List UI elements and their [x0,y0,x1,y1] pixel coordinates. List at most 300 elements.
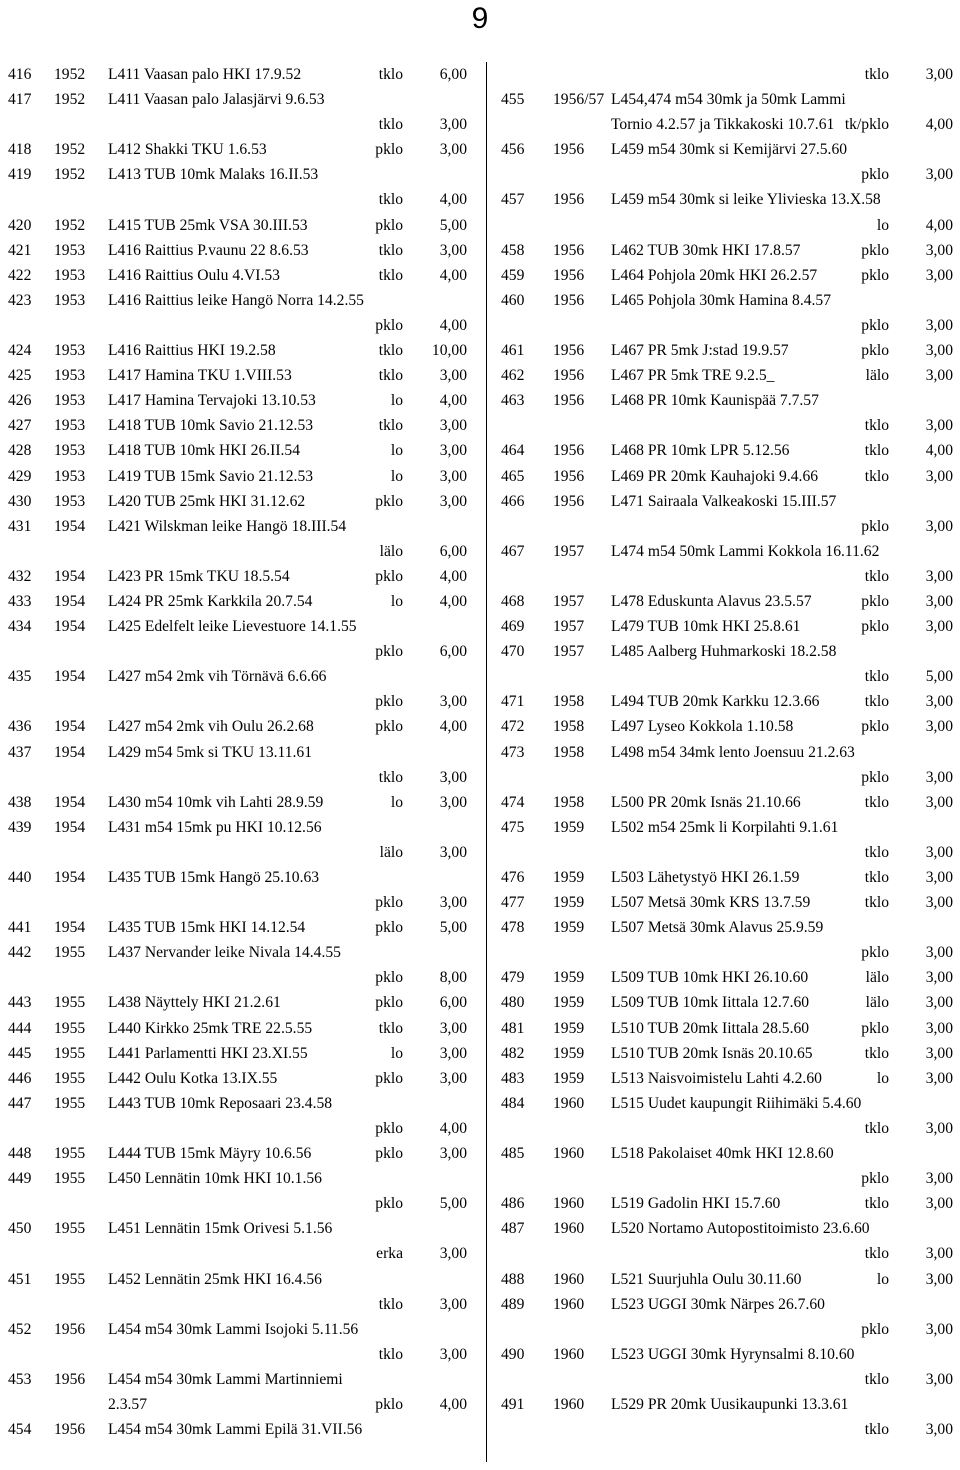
entry-number: 477 [501,894,525,912]
entry-price: 3,00 [925,969,953,987]
entry-description: L417 Hamina Tervajoki 13.10.53 [108,392,316,410]
entry-grade: tklo [864,66,889,83]
entry-description: L510 TUB 20mk Isnäs 20.10.65 [611,1044,813,1062]
catalog-entry [487,965,960,990]
entry-spacer [487,940,835,965]
entry-price: 3,00 [439,693,467,711]
entry-spacer [487,213,835,238]
catalog-entry [487,790,960,815]
entry-year: 1959 [553,919,585,937]
entry-number: 489 [501,1295,525,1313]
catalog-entry [487,87,960,137]
entry-grade: pklo [861,944,889,962]
entry-number: 462 [501,367,525,385]
entry-number: 457 [501,191,525,209]
entry-price: 4,00 [439,718,467,736]
entry-grade: pklo [375,693,403,711]
entry-spacer [0,1241,349,1266]
entry-description: L500 PR 20mk Isnäs 21.10.66 [611,793,801,811]
entry-price: 3,00 [439,1345,467,1363]
entry-number: 452 [8,1320,32,1338]
catalog-entry [0,238,475,263]
entry-year: 1956 [553,392,585,410]
entry-year: 1960 [553,1094,585,1112]
entry-description: L450 Lennätin 10mk HKI 10.1.56 [108,1170,322,1188]
entry-number: 470 [501,643,525,661]
entry-grade: tklo [864,1245,889,1263]
entry-grade: pklo [861,316,889,334]
entry-description: L437 Nervander leike Nivala 14.4.55 [108,944,341,962]
entry-year: 1954 [54,517,86,535]
entry-price: 3,00 [925,1320,953,1338]
entry-number: 466 [501,492,525,510]
catalog-entry [0,790,475,815]
entry-grade: lo [876,1270,889,1288]
entry-price: 3,00 [925,517,953,535]
entry-price: 4,00 [439,392,467,410]
entry-year: 1956 [553,141,585,159]
entry-price: 3,00 [439,467,467,485]
entry-price: 4,00 [439,266,467,284]
entry-year: 1954 [54,592,86,610]
entry-description: L418 TUB 10mk Savio 21.12.53 [108,417,314,435]
entry-grade: lo [876,216,889,234]
entry-price: 6,00 [439,994,467,1012]
entry-year: 1959 [553,869,585,886]
entry-grade: tklo [378,768,403,786]
entry-number: 436 [8,718,32,736]
entry-grade: tklo [864,567,889,585]
entry-grade: tklo [864,668,889,686]
entry-description: L441 Parlamentti HKI 23.XI.55 [108,1044,308,1062]
entry-number: 421 [8,241,32,259]
entry-grade: tklo [864,693,889,711]
entry-price: 3,00 [925,1069,953,1087]
entry-price: 4,00 [439,1119,467,1137]
entry-description: L459 m54 30mk si leike Ylivieska 13.X.58 [611,191,881,209]
entry-number: 456 [501,141,525,159]
entry-year: 1956 [553,191,585,209]
catalog-entry [0,990,475,1015]
catalog-entry [487,714,960,739]
entry-spacer [0,1342,349,1367]
entry-year: 1956 [553,367,585,385]
entry-number: 446 [8,1069,32,1087]
entry-number: 441 [8,919,32,937]
entry-description: L469 PR 20mk Kauhajoki 9.4.66 [611,467,819,485]
entry-grade: lo [390,592,403,610]
entry-price: 3,00 [925,618,953,636]
entry-price: 5,00 [439,919,467,937]
entry-price: 10,00 [431,342,467,360]
entry-description: L485 Aalberg Huhmarkoski 18.2.58 [611,643,837,661]
entry-grade: pklo [861,1320,889,1338]
catalog-entry [0,1367,475,1417]
entry-number: 434 [8,618,32,636]
entry-grade: tklo [864,843,889,861]
entry-price: 3,00 [925,1119,953,1137]
entry-description: L416 Raittius HKI 19.2.58 [108,342,276,360]
entry-spacer [487,162,835,187]
entry-description: L423 PR 15mk TKU 18.5.54 [108,567,290,585]
entry-grade: tklo [378,342,403,360]
entry-number: 480 [501,994,525,1012]
entry-description: L509 TUB 10mk HKI 26.10.60 [611,969,809,987]
entry-price: 3,00 [925,367,953,385]
entry-price: 4,00 [439,1395,467,1413]
entry-number: 471 [501,693,525,711]
catalog-entry [487,1141,960,1191]
entry-number: 416 [8,66,32,83]
entry-number: 465 [501,467,525,485]
entry-grade: pklo [375,1395,403,1413]
entry-number: 464 [501,442,525,460]
entry-price: 3,00 [925,1270,953,1288]
entry-number: 417 [8,91,32,109]
entry-year: 1956 [54,1370,86,1388]
entry-year: 1954 [54,919,86,937]
entry-spacer [487,313,835,338]
catalog-entry [487,263,960,288]
entry-year: 1952 [54,141,86,159]
entry-grade: tklo [378,367,403,385]
entry-number: 454 [8,1421,32,1439]
entry-price: 3,00 [925,994,953,1012]
entry-year: 1952 [54,66,86,83]
entry-grade: tklo [378,266,403,284]
entry-description: L415 TUB 25mk VSA 30.III.53 [108,216,308,234]
entry-year: 1958 [553,718,585,736]
entry-spacer [0,539,349,564]
entry-year: 1960 [553,1295,585,1313]
entry-grade: tklo [378,191,403,209]
entry-description: L459 m54 30mk si Kemijärvi 27.5.60 [611,141,848,159]
entry-grade: pklo [375,316,403,334]
entry-number: 437 [8,743,32,761]
entry-year: 1955 [54,994,86,1012]
entry-price: 3,00 [925,592,953,610]
entry-price: 3,00 [439,1044,467,1062]
catalog-entry [487,1342,960,1392]
entry-description: L416 Raittius leike Hangö Norra 14.2.55 [108,291,364,309]
entry-number: 442 [8,944,32,962]
entry-year: 1957 [553,618,585,636]
entry-grade: erka [376,1245,403,1263]
entry-description: L435 TUB 15mk HKI 14.12.54 [108,919,306,937]
entry-description: L444 TUB 15mk Mäyry 10.6.56 [108,1145,312,1163]
entry-number: 469 [501,618,525,636]
entry-price: 6,00 [439,643,467,661]
entry-grade: lo [390,793,403,811]
catalog-entry [487,740,960,790]
entry-grade: tklo [864,1370,889,1388]
entry-description: L418 TUB 10mk HKI 26.II.54 [108,442,301,460]
catalog-entry [0,1166,475,1216]
entry-description: L438 Näyttely HKI 21.2.61 [108,994,281,1012]
entry-description-continued: 2.3.57 [108,1395,147,1413]
catalog-entry [487,539,960,589]
entry-description: L421 Wilskman leike Hangö 18.III.54 [108,517,347,535]
entry-grade: pklo [861,618,889,636]
entry-number: 433 [8,592,32,610]
entry-price: 4,00 [925,216,953,234]
entry-grade: pklo [375,1069,403,1087]
catalog-entry [0,564,475,589]
entry-grade: lälo [865,969,889,987]
entry-grade: lälo [379,843,403,861]
entry-description: L474 m54 50mk Lammi Kokkola 16.11.62 [611,542,880,560]
entry-price: 3,00 [925,1245,953,1263]
catalog-entry [0,1317,475,1367]
catalog-entry [487,137,960,187]
entry-year: 1954 [54,618,86,636]
entry-year: 1956 [553,467,585,485]
entry-description: L412 Shakki TKU 1.6.53 [108,141,267,159]
catalog-entry [0,614,475,664]
entry-description: L435 TUB 15mk Hangö 25.10.63 [108,869,320,886]
entry-number: 451 [8,1270,32,1288]
entry-price: 3,00 [925,567,953,585]
entry-year: 1958 [553,793,585,811]
entry-grade: tklo [864,1119,889,1137]
entry-grade: tklo [378,1019,403,1037]
catalog-entry [0,263,475,288]
entry-price: 3,00 [439,492,467,510]
catalog-entry [0,815,475,865]
entry-price: 3,00 [925,869,953,886]
entry-description: L515 Uudet kaupungit Riihimäki 5.4.60 [611,1094,862,1112]
catalog-entry [0,162,475,212]
entry-year: 1959 [553,1019,585,1037]
entry-grade: lälo [865,994,889,1012]
entry-grade: lo [390,442,403,460]
entry-number: 444 [8,1019,32,1037]
entry-year: 1957 [553,643,585,661]
entry-spacer [487,1367,835,1392]
entry-description: L442 Oulu Kotka 13.IX.55 [108,1069,278,1087]
entry-price: 3,00 [925,342,953,360]
catalog-entry [487,915,960,965]
entry-year: 1956 [553,442,585,460]
entry-description: L519 Gadolin HKI 15.7.60 [611,1195,781,1213]
entry-year: 1955 [54,944,86,962]
entry-description: L440 Kirkko 25mk TRE 22.5.55 [108,1019,313,1037]
entry-number: 426 [8,392,32,410]
entry-grade: tklo [378,66,403,83]
entry-grade: lo [390,392,403,410]
entry-price: 3,00 [439,768,467,786]
entry-price: 4,00 [439,567,467,585]
entry-description: L510 TUB 20mk Iittala 28.5.60 [611,1019,810,1037]
entry-number: 486 [501,1195,525,1213]
entry-price: 3,00 [439,1019,467,1037]
catalog-entry [487,1191,960,1216]
entry-year: 1955 [54,1220,86,1238]
catalog-entry [0,363,475,388]
entry-number: 472 [501,718,525,736]
entry-price: 4,00 [925,442,953,460]
entry-description: L411 Vaasan palo Jalasjärvi 9.6.53 [108,91,325,109]
entry-year: 1954 [54,718,86,736]
entry-price: 3,00 [925,843,953,861]
entry-grade: pklo [861,592,889,610]
entry-year: 1960 [553,1195,585,1213]
entry-number: 461 [501,342,525,360]
catalog-entry [0,413,475,438]
entry-description: L468 PR 10mk LPR 5.12.56 [611,442,790,460]
entry-continuation [487,62,960,87]
catalog-entry [487,589,960,614]
catalog-entry [0,1041,475,1066]
entry-grade: pklo [375,969,403,987]
entry-number: 423 [8,291,32,309]
entry-price: 3,00 [439,442,467,460]
entry-description: L464 Pohjola 20mk HKI 26.2.57 [611,266,818,284]
catalog-entry [0,514,475,564]
entry-price: 3,00 [439,1145,467,1163]
catalog-entry [0,388,475,413]
entry-number: 432 [8,567,32,585]
entry-price: 3,00 [925,467,953,485]
entry-year: 1960 [553,1395,585,1413]
entry-year: 1959 [553,818,585,836]
entry-number: 483 [501,1069,525,1087]
entry-number: 474 [501,793,525,811]
catalog-entry [487,614,960,639]
entry-price: 3,00 [925,266,953,284]
entry-description: L462 TUB 30mk HKI 17.8.57 [611,241,801,259]
entry-description: L494 TUB 20mk Karkku 12.3.66 [611,693,820,711]
entry-description: L479 TUB 10mk HKI 25.8.61 [611,618,801,636]
entry-description: L465 Pohjola 30mk Hamina 8.4.57 [611,291,832,309]
entry-grade: pklo [375,1195,403,1213]
entry-price: 4,00 [439,316,467,334]
entry-year: 1953 [54,342,86,360]
entry-grade: pklo [861,1170,889,1188]
entry-number: 422 [8,266,32,284]
entry-description: L429 m54 5mk si TKU 13.11.61 [108,743,313,761]
entry-grade: pklo [375,1119,403,1137]
right-column [486,62,960,1462]
catalog-entry [0,1216,475,1266]
catalog-entry [0,438,475,463]
entry-grade: pklo [861,266,889,284]
entry-price: 4,00 [439,191,467,209]
entry-price: 3,00 [925,66,953,83]
entry-number: 424 [8,342,32,360]
entry-grade: tklo [864,894,889,912]
entry-spacer [487,765,835,790]
entry-year: 1953 [54,492,86,510]
entry-description: L509 TUB 10mk Iittala 12.7.60 [611,994,810,1012]
entry-price: 6,00 [439,66,467,83]
entry-grade: lo [390,467,403,485]
entry-number: 481 [501,1019,525,1037]
catalog-entry [0,1016,475,1041]
catalog-entry [487,388,960,438]
catalog-entry [487,1267,960,1292]
entry-description: L468 PR 10mk Kaunispää 7.7.57 [611,392,819,410]
entry-number: 435 [8,668,32,686]
entry-year: 1959 [553,994,585,1012]
catalog-entry [487,890,960,915]
entry-price: 8,00 [439,969,467,987]
entry-year: 1953 [54,241,86,259]
catalog-entry [0,87,475,137]
entry-number: 482 [501,1044,525,1062]
entry-number: 487 [501,1220,525,1238]
entry-description: L454 m54 30mk Lammi Isojoki 5.11.56 [108,1320,359,1338]
catalog-entry [487,1066,960,1091]
entry-description: L416 Raittius P.vaunu 22 8.6.53 [108,241,309,259]
entry-spacer [0,689,349,714]
catalog-entry [0,664,475,714]
entry-description: L452 Lennätin 25mk HKI 16.4.56 [108,1270,322,1288]
entry-price: 3,00 [439,417,467,435]
catalog-entry [0,62,475,87]
entry-spacer [0,1116,349,1141]
entry-year: 1953 [54,367,86,385]
entry-year: 1958 [553,693,585,711]
entry-description: L503 Lähetystyö HKI 26.1.59 [611,869,800,886]
entry-description: L424 PR 25mk Karkkila 20.7.54 [108,592,313,610]
entry-number: 430 [8,492,32,510]
entry-grade: tklo [864,869,889,886]
entry-grade: pklo [375,919,403,937]
entry-spacer [487,664,835,689]
entry-price: 3,00 [439,141,467,159]
catalog-entry [0,714,475,739]
entry-grade: pklo [861,241,889,259]
entry-description: L507 Metsä 30mk KRS 13.7.59 [611,894,811,912]
entry-price: 3,00 [925,1195,953,1213]
entry-description: L529 PR 20mk Uusikaupunki 13.3.61 [611,1395,849,1413]
entry-year: 1959 [553,1044,585,1062]
entry-number: 484 [501,1094,525,1112]
entry-grade: pklo [861,166,889,184]
catalog-entry [0,213,475,238]
entry-price: 3,00 [439,241,467,259]
entry-number: 438 [8,793,32,811]
catalog-entry [487,1041,960,1066]
entry-price: 6,00 [439,542,467,560]
entry-year: 1952 [54,216,86,234]
entry-spacer [487,840,835,865]
entry-grade: pklo [861,517,889,535]
entry-grade: pklo [861,342,889,360]
entry-year: 1954 [54,869,86,886]
entry-spacer [0,313,349,338]
entry-description: L498 m54 34mk lento Joensuu 21.2.63 [611,743,855,761]
catalog-entry [0,137,475,162]
entry-price: 3,00 [439,367,467,385]
catalog-entry [487,1091,960,1141]
entry-price: 3,00 [439,1245,467,1263]
entry-number: 485 [501,1145,525,1163]
entry-description: L425 Edelfelt leike Lievestuore 14.1.55 [108,618,357,636]
entry-number: 431 [8,517,32,535]
entry-price: 4,00 [925,116,953,134]
entry-spacer [487,1166,835,1191]
catalog-entry [0,940,475,990]
entry-description: L417 Hamina TKU 1.VIII.53 [108,367,292,385]
catalog-entry [487,363,960,388]
entry-price: 3,00 [439,1295,467,1313]
catalog-entry [0,338,475,363]
catalog-entry [487,489,960,539]
entry-spacer [0,840,349,865]
catalog-entry [487,1016,960,1041]
